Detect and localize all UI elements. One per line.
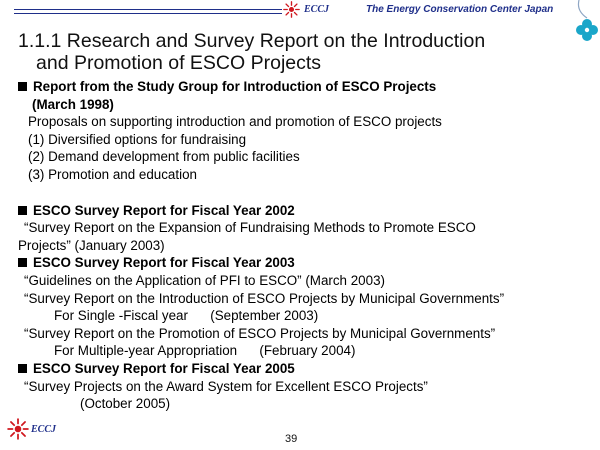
section-heading: ESCO Survey Report for Fiscal Year 2002 [18,202,588,220]
section-line: (October 2005) [80,396,171,412]
section-line: For Multiple-year Appropriation (February 2004) [54,343,356,359]
clover-icon [551,0,600,46]
footer-logo-text: ECCJ [31,424,57,435]
title-line-1: 1.1.1 Research and Survey Report on the Introduction [18,30,486,52]
org-name: The Energy Conservation Center Japan [366,4,554,15]
bullet-square-icon [18,82,27,91]
header-logo-text: ECCJ [304,4,330,15]
header-rule [14,9,282,14]
report-list [18,78,588,413]
section-line: “Survey Report on the Expansion of Fundraising Methods to Promote ESCO [24,220,476,236]
section-line: “Guidelines on the Application of PFI to ESCO” (March 2003) [24,272,385,288]
section-line: For Single -Fiscal year (September 2003) [54,308,319,324]
section-line: “Survey Report on the Introduction of ESCO Projects by Municipal Governments” [24,290,505,306]
section-line: “Survey Projects on the Award System for Excellent ESCO Projects” [24,378,428,394]
eccj-logo-icon [283,1,300,18]
bullet-square-icon [18,206,27,215]
section-heading: Report from the Study Group for Introduction of ESCO Projects [18,78,588,96]
section-line: (1) Diversified options for fundraising [28,131,247,147]
eccj-footer-logo-icon [7,418,29,440]
section-line: (3) Promotion and education [28,166,197,182]
bullet-square-icon [18,258,27,267]
section-line: “Survey Report on the Promotion of ESCO Projects by Municipal Governments” [24,325,496,341]
section-heading: ESCO Survey Report for Fiscal Year 2003 [18,254,588,272]
page-number: 39 [285,433,298,445]
page-title [18,30,538,74]
title-line-2: and Promotion of ESCO Projects [36,52,322,74]
section-heading: ESCO Survey Report for Fiscal Year 2005 [18,360,588,378]
section-heading-cont: (March 1998) [32,96,114,112]
section-line: Proposals on supporting introduction and promotion of ESCO projects [28,114,442,130]
bullet-square-icon [18,364,27,373]
section-line: Projects” (January 2003) [18,237,165,253]
section-line: (2) Demand development from public facilities [28,149,300,165]
